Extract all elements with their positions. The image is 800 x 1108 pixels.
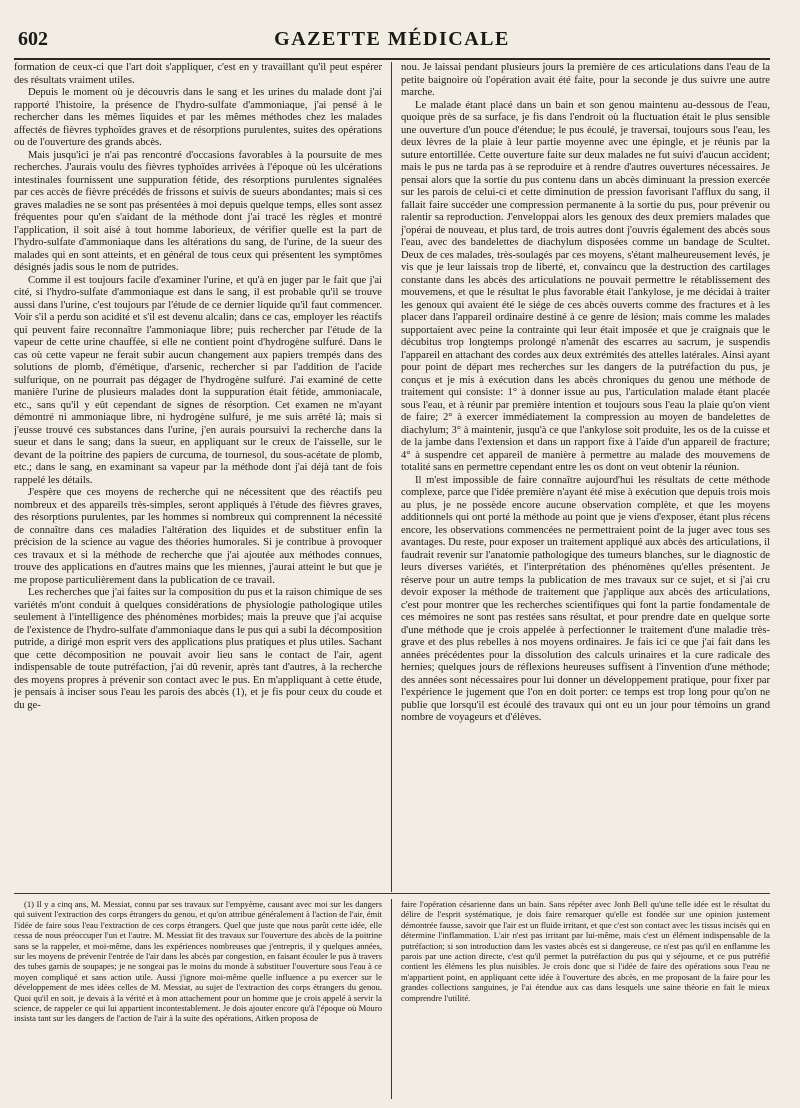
page-number: 602 [18, 28, 48, 50]
footnotes [14, 899, 770, 1099]
footnote-divider [14, 893, 770, 894]
footnote-right-column [392, 899, 770, 1099]
footnote-paragraph: faire l'opération césarienne dans un bain. Sans répéter avec Jonh Bell qu'une telle idée est le résultat du délire de l'esprit systématique, je dois faire remarquer qu'elle est fondée sur une opinion justement démontrée fausse, savoir que l'air est un fluide irritant, et que c'est son contact avec les tissus incisés qui en détermine l'inflammation. L'air n'est pas irritant par lui-même, mais c'est un élément indispensable de la putréfaction; si son introduction dans les vastes abcès est si dangereuse, ce n'est pas qu'il en enflamme les parois par une action directe, c'est qu'il permet la putréfaction du pus qui y séjourne, et ce pus putréfié contient les élémens les plus nuisibles. Je crois donc que si l'idée de faire des opérations sous l'eau ne m'appartient point, en appliquant cette idée à l'ouverture des abcès, en me proposant de la faire pour les grandes collections sanguines, je l'ai étendue aux cas dans lesquels une saine théorie en fait le mieux comprendre l'utilité. [401, 899, 770, 1003]
journal-title: GAZETTE MÉDICALE [274, 28, 510, 50]
article-columns [14, 62, 770, 892]
paragraph: Le malade étant placé dans un bain et son genou maintenu au-dessous de l'eau, quoique près de sa surface, je fis dans l'endroit où la fluctuation était le plus sensible une ouverture d'un pouce d'étendue; le pus écoulé, je traversai, toujours sous l'eau, les deux lèvres de la plaie à leur partie moyenne avec une épingle, et je réunis par la suture entortillée. Cette ouverture faite sur deux malades ne fut suivi d'aucun accident; mais le pus ne tarda pas à se reproduire et à rendre d'autres ouvertures nécessaires. Je pensai alors que la sortie du pus contenu dans un abcès diminuant la pression exercée sur les parois de celui-ci et cette diminution de pression favorisant l'afflux du sang, il fallait faire succéder une compression permanente à la sortie du pus, pour prévenir ou ralentir sa reproduction. J'enveloppai alors les genoux des deux premiers malades que j'opérai de nouveau, et plus tard, de trois autres dont j'ouvris également des abcès sous l'eau, avec des bandelettes de diachylum disposées comme un bandage de Scultet. Deux de ces malades, très-soulagés par ces moyens, s'étant malheureusement levés, je vis que je leur laissais trop de liberté, et, convaincu que la destruction des cartilages constante dans les abcès des articulations ne pouvait permettre le rétablissement des mouvemens, et que le résultat le plus favorable était l'ankylose, je me décidai à traiter les genoux qui avaient été le siége de ces abcès ouverts comme des fractures et à les placer dans l'appareil ordinaire destiné à ce genre de lésion; mais comme les malades supportaient avec peine la contrainte qui leur était imposée et que je craignais que le décubitus trop longtemps prolongé n'amenât des escarres au sacrum, je suspendis l'appareil en attachant des cordes aux deux extrémités des attelles latérales. Ainsi ayant pour point de départ mes recherches sur les dangers de la putréfaction du pus, je conçus et je mis à exécution dans les abcès chroniques du genou une méthode de traitement qui consiste: 1° à donner issue au pus, l'articulation malade étant placée sous l'eau, et à réunir par première intention et toujours sous l'eau la plaie qu'on vient de faire; 2° à exercer immédiatement la compression au moyen de bandelettes de diachylum; 3° à maintenir, jusqu'à ce que l'ankylose soit produite, les os de la cuisse et de la jambe dans l'extension et dans un rapport fixe à l'aide d'un appareil de fracture; 4° à suspendre cet appareil de manière à permettre au malade des mouvemens de totalité sans en permettre cependant entre les os dont on veut obtenir la réunion. [401, 99, 770, 473]
paragraph: Comme il est toujours facile d'examiner l'urine, et qu'à en juger par le fait que j'ai cité, si l'hydro-sulfate d'ammoniaque est dans le sang, il est probable qu'il se trouve aussi dans l'urine, c'est toujours par l'étude de ce dernier liquide qu'il faut commencer. Voir s'il a perdu son acidité et s'il est devenu alcalin; dans ce cas, employer les réactifs qui peuvent faire reconnaître l'ammoniaque libre; puis rechercher par l'étude de la vapeur de cette urine chauffée, si elle ne contient point d'hydrogène sulfuré. Dans le cas où cette vapeur ne ferait subir aucun changement aux papiers trempés dans des solutions de plomb, d'émétique, d'arsenic, rechercher si par l'addition de l'acide sulfurique, on ne pourrait pas dégager de l'hydrogène sulfuré. J'ai examiné de cette manière l'urine de plusieurs malades dont la suppuration était fétide, ammoniacale, etc., sans qu'il y eût cependant de signes de résorption. Cet examen ne m'ayant démontré ni ammoniaque libre, ni hydrogène sulfuré, je me suis arrêté là; mais si j'eusse trouvé ces substances dans l'urine, j'en aurais poursuivi la recherche dans la sueur et dans le sang; dans la sueur, en appliquant sur le creux de l'aisselle, sur le devant de la poitrine des papiers de curcuma, de tournesol, du sous-acétate de plomb, etc.; dans le sang, en examinant sa vapeur par la méthode dont j'ai déjà tant de fois rappelé les détails. [14, 274, 382, 486]
paragraph: formation de ceux-ci que l'art doit s'appliquer, c'est en y travaillant qu'il peut espérer des résultats vraiment utiles. [14, 62, 382, 86]
paragraph: Il m'est impossible de faire connaître aujourd'hui les résultats de cette méthode complexe, parce que l'idée première n'ayant été mise à exécution que depuis trois mois au plus, je ne possède encore aucune observation complète, et que les moyens additionnels qui ont porté la méthode au point que je viens d'exposer, étant plus récens encore, les observations commencées ne permettraient point de la juger avec tous ses avantages. Du reste, pour exposer un traitement appliqué aux abcès des articulations, il faudrait revenir sur l'anatomie pathologique des tumeurs blanches, sur le diagnostic de leurs diverses variétés, et l'interprétation des phénomènes qu'elles présentent. Je réserve pour un autre temps la publication de mes travaux sur ce sujet, et si j'ai cru devoir exposer la méthode de traitement que j'applique aux abcès des articulations, c'est pour montrer que les recherches scientifiques qui font la partie fondamentale de ces mémoires ne sont pas restées sans résultat, et pour prendre date en quelque sorte d'une méthode que je crois appelée à perfectionner le traitement d'une maladie très-grave et des plus rebelles à nos moyens ordinaires. Je fais ici ce que j'ai fait dans les années précédentes pour la dissolution des calculs urinaires et la cure radicale des hernies; quelques jours de réflexions heureuses suffisent à l'invention d'une méthode; des années sont nécessaires pour lui donner un développement pratique, pour fixer par l'expérience le jugement que l'on en doit porter: ce temps est trop long pour qu'on ne publie que lorsqu'il est écoulé des travaux qui ont eu un jour pour témoins un grand nombre de voyageurs et d'élèves. [401, 474, 770, 723]
paragraph: J'espère que ces moyens de recherche qui ne nécessitent que des réactifs peu nombreux et des appareils très-simples, seront appliqués à l'étude des fièvres graves, des résorptions purulentes, par les hommes si nombreux qui comprennent la nécessité de connaître dans ces maladies l'altération des liquides et de substituer enfin la précision de la science au vague des théories humorales. Si je contribue à provoquer ces travaux et si la méthode de recherche que j'ai ajoutée aux méthodes connues, trouve des applications en d'autres mains que les miennes, j'aurai atteint le but que je me propose particulièrement dans la publication de ce travail. [14, 487, 382, 586]
right-column [392, 62, 770, 892]
paragraph: Les recherches que j'ai faites sur la composition du pus et la raison chimique de ses variétés m'ont conduit à quelques considérations de physiologie pathologique utiles seulement à l'intelligence des phénomènes morbides; mais la preuve que j'ai acquise de l'existence de l'hydro-sulfate d'ammoniaque dans le pus qui a subi la décomposition putride, a dirigé mon esprit vers des applications plus pratiques et plus utiles. Sachant que cette décomposition ne pouvait avoir lieu sans le contact de l'air, agent indispensable de toute putréfaction, j'ai dû revenir, après tant d'autres, à la recherche des moyens propres à prévenir son contact avec le pus. En m'appliquant à cette étude, je pensais à inciser sous l'eau les parois des abcès (1), et je fis pour ceux du coude et du ge- [14, 587, 382, 711]
paragraph: Mais jusqu'ici je n'ai pas rencontré d'occasions favorables à la poursuite de mes recherches. J'aurais voulu des fièvres typhoïdes arrivées à l'époque où les ulcérations intestinales fournissent une suppuration fétide, des résorptions purulentes signalées par ces accès de fièvre précédés de frissons et suivis de sueurs abondantes; mais si ces graves maladies ne se sont pas présentées à moi depuis quelque temps, elles sont assez fréquentes pour qu'en s'aidant de la méthode dont j'ai tracé les règles et montré l'application, il soit aisé à tout homme laborieux, de vérifier quelle est la part de l'hydro-sulfate d'ammoniaque dans les altérations du sang, de l'urine, de la sueur des malades qui en sont atteints, et en général de tous ceux qui présentent les symptômes désignés jadis sous le nom de putrides. [14, 149, 382, 273]
left-column [14, 62, 392, 892]
paragraph: nou. Je laissai pendant plusieurs jours la première de ces articulations dans l'eau de la petite baignoire où l'opération avait été faite, pour la seconde je dus suivre une autre marche. [401, 62, 770, 98]
footnote-left-column [14, 899, 392, 1099]
page-header [14, 24, 770, 60]
footnote-paragraph: (1) Il y a cinq ans, M. Messiat, connu par ses travaux sur l'empyème, causant avec moi sur les dangers qui suivent l'extraction des corps étrangers du genou, et qu'on attribue généralement à l'action de l'air, émit l'idée de faire sous l'eau l'extraction de ces corps étrangers. Quel que juste que nous parût cette idée, elle cessa de nous préoccuper l'un et l'autre. M. Messiat fit des travaux sur l'ouverture des abcès de la poitrine sans se la rappeler, et moi-même, dans les expériences nombreuses que j'entrepris, il y quelques années, sur les moyens de prévenir l'entrée de l'air dans les abcès par congestion, en faisant écouler le pus à travers des tubes garnis de soupapes; je ne songeai pas le moins du monde à substituer l'ouverture sous l'eau à ce moyen compliqué et sans action utile. Aussi j'ignore moi-même quelle influence a pu exercer sur le développement de mes idées celles de M. Messiat, au sujet de l'extraction des corps étrangers du genou. Quoi qu'il en soit, je devais à la vérité et à mon attachement pour un homme que je crois appelé à servir la science, de rappeler ce qui lui appartient incontestablement. Je dois ajouter encore qu'à l'époque où Mouro insista tant sur les dangers de l'action de l'air à la suite des opérations, Aitken proposa de [14, 899, 382, 1024]
paragraph: Depuis le moment où je découvris dans le sang et les urines du malade dont j'ai rapporté l'histoire, la présence de l'hydro-sulfate d'ammoniaque, j'ai pensé à le rechercher dans les mêmes liquides et par les mêmes méthodes chez les malades affectés de fièvres typhoïdes graves et de résorptions purulentes, suites des opérations ou de l'ouverture des grands abcès. [14, 87, 382, 148]
